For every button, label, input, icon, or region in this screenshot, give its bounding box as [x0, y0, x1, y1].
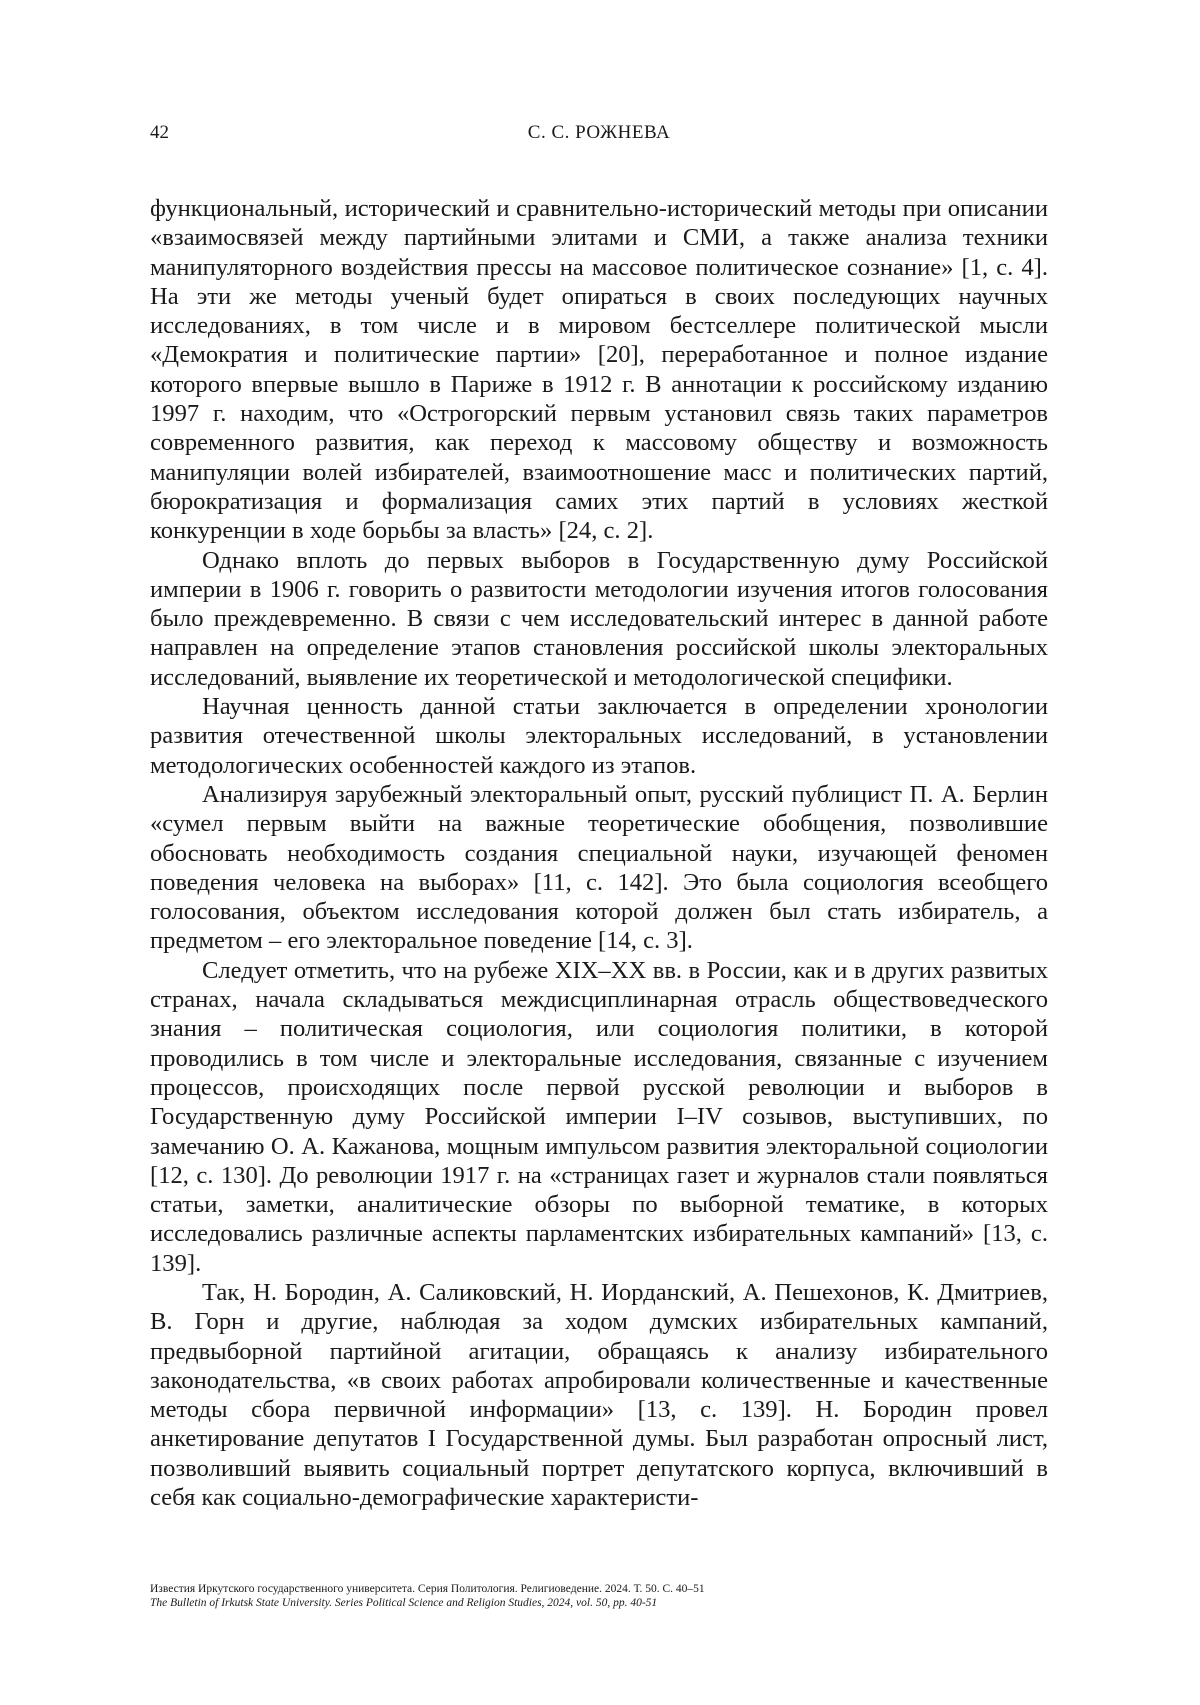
page-number: 42 — [150, 122, 169, 143]
page-footer — [150, 1582, 1048, 1610]
journal-citation-en: The Bulletin of Irkutsk State University. Series Political Science and Religion Studies, 2024, vol. 50, pp. 40-51 — [150, 1597, 658, 1609]
running-head-author: С. С. РОЖНЕВА — [527, 122, 671, 143]
journal-citation-ru: Известия Иркутского государственного университета. Серия Политология. Религиоведение. 2024. Т. 50. С. 40–51 — [150, 1583, 705, 1595]
paragraph-continuation: функциональный, исторический и сравнительно-исторический методы при описании «взаимосвязей между партийными элитами и СМИ, а также анализа техники манипуляторного воздействия прессы на массовое политическое сознание» [1, с. 4]. На эти же методы ученый будет опираться в своих последующих научных исследованиях, в том числе и в мировом бестселлере политической мысли «Демократия и политические партии» [20], переработанное и полное издание которого впервые вышло в Париже в 1912 г. В аннотации к российскому изданию 1997 г. находим, что «Острогорский первым установил связь таких параметров современного развития, как переход к массовому обществу и возможность манипуляции волей избирателей, взаимоотношение масс и политических партий, бюрократизация и формализация самих этих партий в условиях жесткой конкуренции в ходе борьбы за власть» [24, с. 2]. — [150, 195, 1048, 545]
paragraph: Однако вплоть до первых выборов в Государственную думу Российской империи в 1906 г. говорить о развитости методологии изучения итогов голосования было преждевременно. В связи с чем исследовательский интерес в данной работе направлен на определение этапов становления российской школы электоральных исследований, выявление их теоретической и методологической специфики. — [150, 546, 1048, 691]
paragraph: Научная ценность данной статьи заключается в определении хронологии развития отечественной школы электоральных исследований, в установлении методологических особенностей каждого из этапов. — [150, 693, 1048, 779]
paragraph: Так, Н. Бородин, А. Саликовский, Н. Иорданский, А. Пешехонов, К. Дмитриев, В. Горн и другие, наблюдая за ходом думских избирательных кампаний, предвыборной партийной агитации, обращаясь к анализу избирательного законодательства, «в своих работах апробировали количественные и качественные методы сбора первичной информации» [13, с. 139]. Н. Бородин провел анкетирование депутатов I Государственной думы. Был разработан опросный лист, позволивший выявить социальный портрет депутатского корпуса, включивший в себя как социально-демографические характеристи- — [150, 1278, 1048, 1512]
paragraph: Анализируя зарубежный электоральный опыт, русский публицист П. А. Берлин «сумел первым выйти на важные теоретические обобщения, позволившие обосновать необходимость создания специальной науки, изучающей феномен поведения человека на выборах» [11, с. 142]. Это была социология всеобщего голосования, объектом исследования которой должен был стать избиратель, а предметом – его электоральное поведение [14, с. 3]. — [150, 780, 1048, 955]
paragraph: Следует отметить, что на рубеже XIX–XX вв. в России, как и в других развитых странах, начала складываться междисциплинарная отрасль обществоведческого знания – политическая социология, или социология политики, в которой проводились в том числе и электоральные исследования, связанные с изучением процессов, происходящих после первой русской революции и выборов в Государственную думу Российской империи I–IV созывов, выступивших, по замечанию О. А. Кажанова, мощным импульсом развития электоральной социологии [12, с. 130]. До революции 1917 г. на «страницах газет и журналов стали появляться статьи, заметки, аналитические обзоры по выборной тематике, в которых исследовались различные аспекты парламентских избирательных кампаний» [13, с. 139]. — [150, 956, 1048, 1277]
page-header — [150, 122, 1048, 152]
article-body — [150, 194, 1048, 1512]
